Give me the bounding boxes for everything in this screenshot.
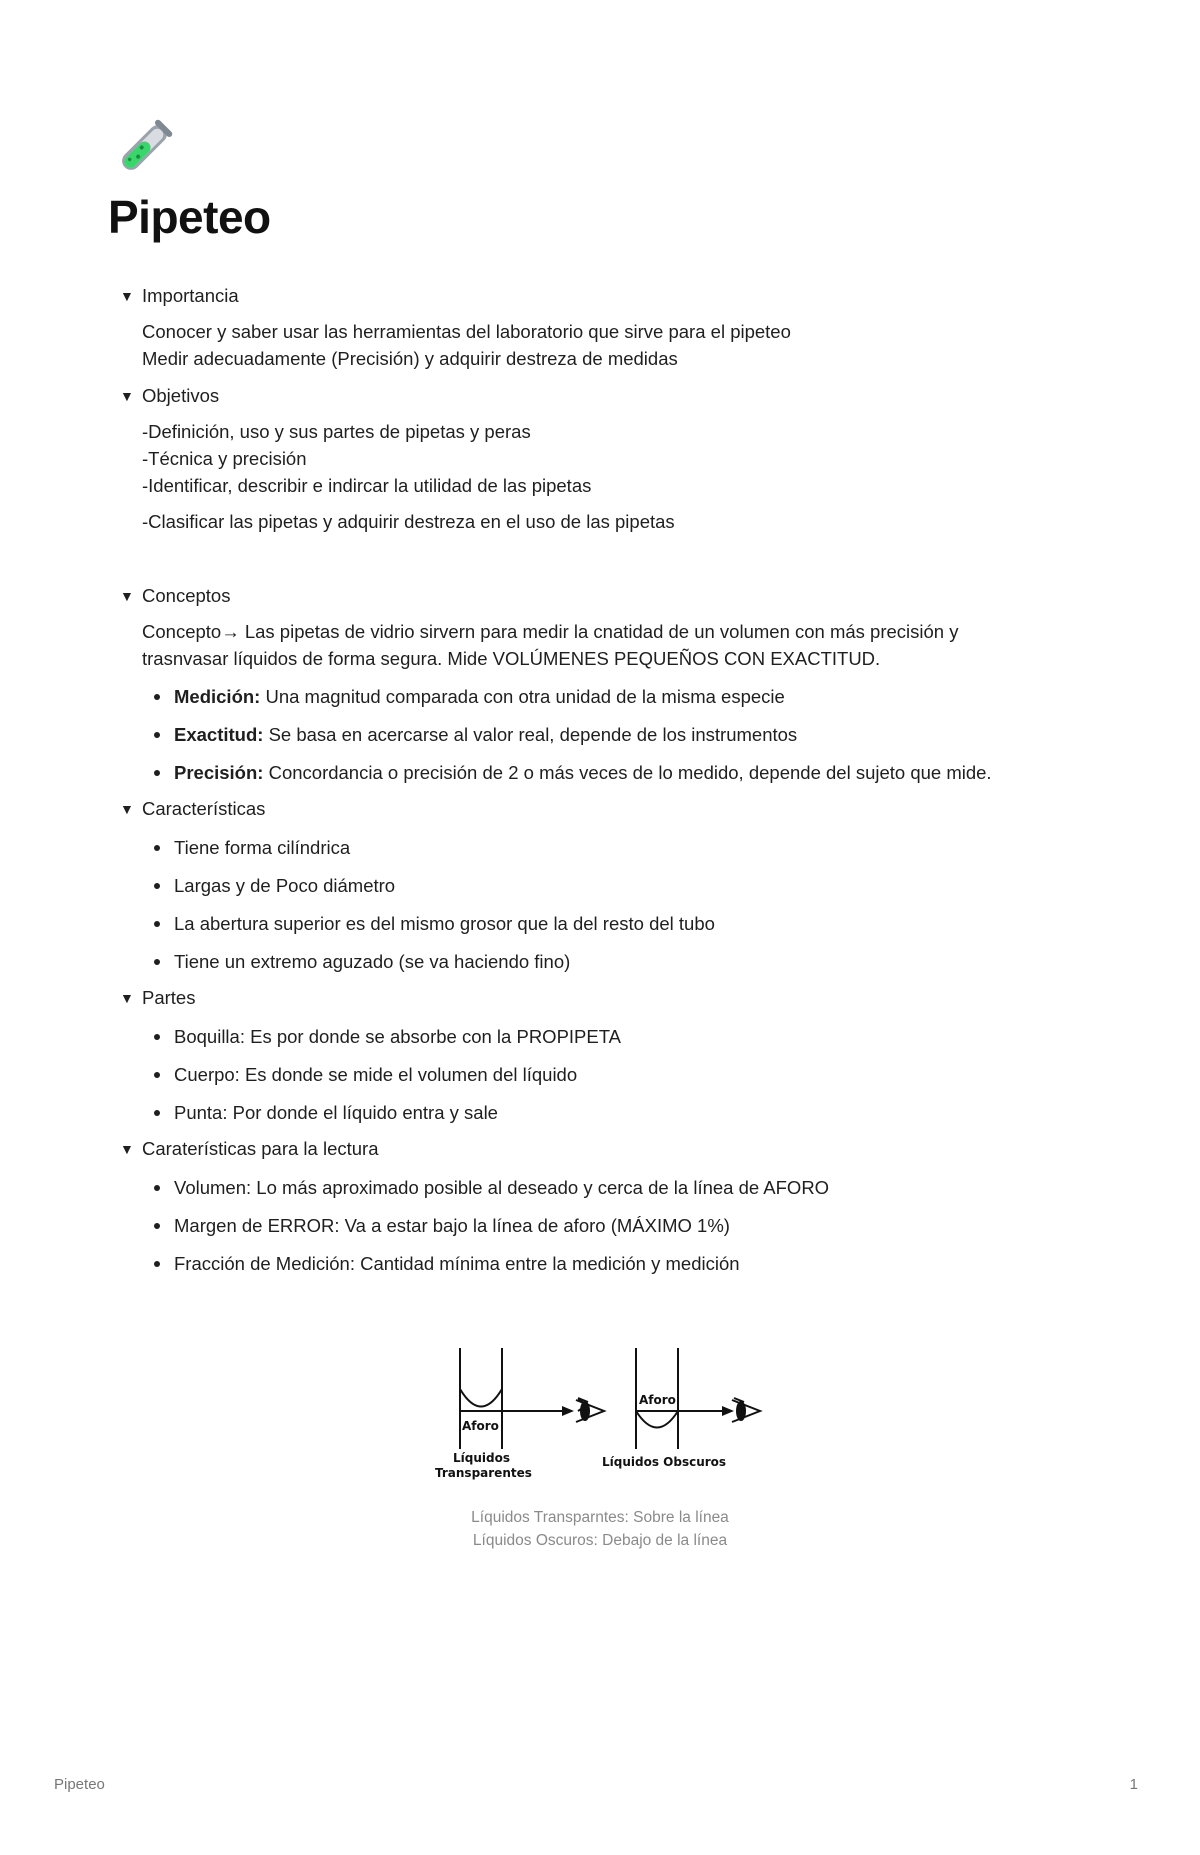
bullet-icon: [154, 1034, 160, 1040]
list-item-text: Fracción de Medición: Cantidad mínima entre la medición y medición: [174, 1253, 740, 1274]
list-item: [142, 1061, 1080, 1088]
arrow-head-icon: [562, 1406, 574, 1416]
term: Exactitud:: [174, 724, 264, 745]
bullet-icon: [154, 921, 160, 927]
list-item: [142, 759, 1080, 786]
text-line: -Identificar, describir e indircar la utilidad de las pipetas: [142, 475, 592, 496]
caption-line: Líquidos Oscuros: Debajo de la línea: [472, 1532, 728, 1549]
list-item-text: Punta: Por donde el líquido entra y sale: [174, 1102, 498, 1123]
toggle-header-importancia[interactable]: [120, 282, 1080, 310]
toggle-heading: Características: [142, 798, 266, 819]
bullet-icon: [154, 1223, 160, 1229]
meniscus-under: [636, 1411, 678, 1428]
text-line: Conocer y saber usar las herramientas del laboratorio que sirve para el pipeteo: [142, 321, 791, 342]
triangle-down-icon[interactable]: ▼: [120, 588, 134, 604]
term: Medición:: [174, 686, 261, 707]
bullet-icon: [154, 732, 160, 738]
bullet-icon: [154, 1110, 160, 1116]
bullet-icon: [154, 845, 160, 851]
toggle-objetivos: [120, 382, 1080, 535]
triangle-down-icon[interactable]: ▼: [120, 801, 134, 817]
page-content: [120, 282, 1080, 1277]
list-item: [142, 1174, 1080, 1201]
bullet-icon: [154, 1261, 160, 1267]
toggle-header-lectura[interactable]: [120, 1135, 1080, 1163]
eye-pupil-icon: [580, 1401, 590, 1421]
triangle-down-icon[interactable]: ▼: [120, 288, 134, 304]
list-item: [142, 834, 1080, 861]
liquid-label: Líquidos Obscuros: [602, 1455, 727, 1469]
list-item-text: Cuerpo: Es donde se mide el volumen del líquido: [174, 1064, 578, 1085]
list-item: [142, 683, 1080, 710]
toggle-conceptos: [120, 582, 1080, 786]
toggle-heading: Importancia: [142, 285, 239, 306]
characteristics-list: [142, 834, 1080, 975]
meniscus-diagram: [430, 1344, 770, 1496]
list-item-text: Largas y de Poco diámetro: [174, 875, 396, 896]
bullet-icon: [154, 883, 160, 889]
toggle-heading: Conceptos: [142, 585, 231, 606]
text-line: -Técnica y precisión: [142, 448, 307, 469]
concept-list: [142, 683, 1080, 786]
parts-list: [142, 1023, 1080, 1126]
toggle-heading: Caraterísticas para la lectura: [142, 1138, 379, 1159]
figure-caption: [0, 1506, 1200, 1552]
list-item-text: Margen de ERROR: Va a estar bajo la línea de aforo (MÁXIMO 1%): [174, 1215, 730, 1236]
reading-list: [142, 1174, 1080, 1277]
definition: Una magnitud comparada con otra unidad de la misma especie: [260, 686, 785, 707]
caption-line: Líquidos Transparntes: Sobre la línea: [471, 1509, 729, 1526]
text-line: -Clasificar las pipetas y adquirir destreza en el uso de las pipetas: [142, 511, 675, 532]
text-line: -Definición, uso y sus partes de pipetas y peras: [142, 421, 531, 442]
liquid-label: Transparentes: [435, 1466, 532, 1480]
aforo-label: Aforo: [639, 1393, 676, 1407]
toggle-importancia: [120, 282, 1080, 372]
list-item: [142, 872, 1080, 899]
toggle-header-caracteristicas[interactable]: [120, 795, 1080, 823]
concept-intro: Concepto→ Las pipetas de vidrio sirvern para medir la cnatidad de un volumen con más precisión y: [142, 621, 959, 642]
arrow-head-icon: [722, 1406, 734, 1416]
triangle-down-icon[interactable]: ▼: [120, 1141, 134, 1157]
bullet-icon: [154, 1185, 160, 1191]
triangle-down-icon[interactable]: ▼: [120, 388, 134, 404]
aforo-label: Aforo: [462, 1419, 499, 1433]
toggle-partes: [120, 984, 1080, 1126]
list-item: [142, 948, 1080, 975]
footer-doc-name: Pipeteo: [54, 1776, 105, 1793]
list-item: [142, 910, 1080, 937]
toggle-heading: Objetivos: [142, 385, 220, 406]
toggle-header-partes[interactable]: [120, 984, 1080, 1012]
toggle-header-conceptos[interactable]: [120, 582, 1080, 610]
list-item: [142, 1023, 1080, 1050]
bullet-icon: [154, 1072, 160, 1078]
footer-page-number: 1: [1129, 1776, 1138, 1793]
list-item-text: Tiene forma cilíndrica: [174, 837, 351, 858]
list-item-text: La abertura superior es del mismo grosor que la del resto del tubo: [174, 913, 715, 934]
bullet-icon: [154, 959, 160, 965]
bullet-icon: [154, 694, 160, 700]
concept-intro: trasnvasar líquidos de forma segura. Mide VOLÚMENES PEQUEÑOS CON EXACTITUD.: [142, 648, 881, 669]
list-item: [142, 1099, 1080, 1126]
toggle-heading: Partes: [142, 987, 196, 1008]
text-line: Medir adecuadamente (Precisión) y adquirir destreza de medidas: [142, 348, 678, 369]
definition: Concordancia o precisión de 2 o más veces de lo medido, depende del sujeto que mide.: [263, 762, 992, 783]
toggle-caracteristicas: [120, 795, 1080, 975]
test-tube-icon: [106, 116, 176, 186]
eye-pupil-icon: [736, 1401, 746, 1421]
bullet-icon: [154, 770, 160, 776]
list-item-text: Tiene un extremo aguzado (se va haciendo fino): [174, 951, 571, 972]
list-item: [142, 721, 1080, 748]
term: Precisión:: [174, 762, 264, 783]
list-item-text: Volumen: Lo más aproximado posible al deseado y cerca de la línea de AFORO: [174, 1177, 830, 1198]
definition: Se basa en acercarse al valor real, depende de los instrumentos: [263, 724, 798, 745]
toggle-lectura: [120, 1135, 1080, 1277]
meniscus-concave: [460, 1389, 502, 1407]
list-item: [142, 1250, 1080, 1277]
liquid-label: Líquidos: [453, 1451, 510, 1465]
page-title: Pipeteo: [108, 191, 271, 243]
list-item: [142, 1212, 1080, 1239]
toggle-header-objetivos[interactable]: [120, 382, 1080, 410]
list-item-text: Boquilla: Es por donde se absorbe con la PROPIPETA: [174, 1026, 621, 1047]
triangle-down-icon[interactable]: ▼: [120, 990, 134, 1006]
